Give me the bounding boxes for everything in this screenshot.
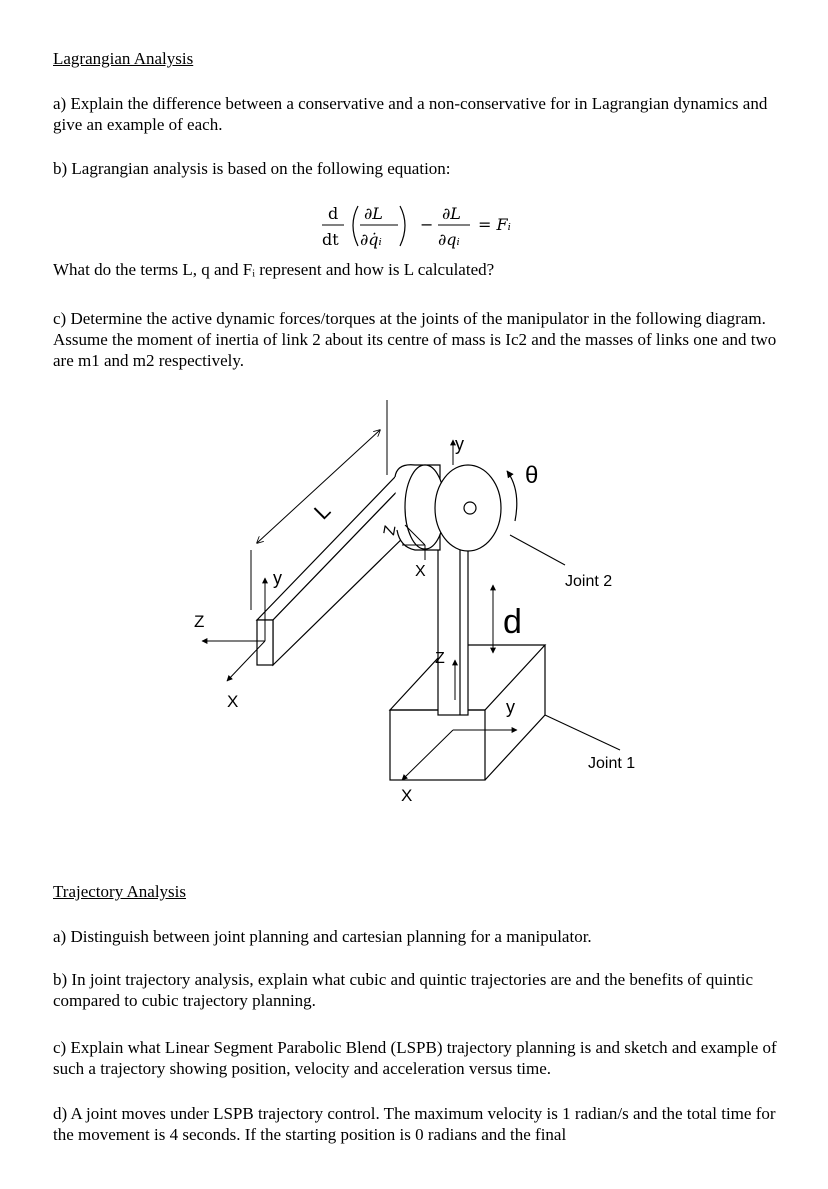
eq-partial-L-2: ∂L	[442, 204, 461, 223]
theta-rotation	[507, 462, 538, 521]
label-d: d	[503, 603, 522, 641]
lagrangian-question-c: c) Determine the active dynamic forces/torques at the joints of the manipulator in the following diagram. Assume the moment of inertia of link 2 about its centre of mass is Ic2 and the masses of links one and two are m1 and m2 respectively.	[53, 309, 777, 370]
label-joint2: Joint 2	[565, 573, 613, 590]
link-frame	[202, 578, 265, 681]
label-col-z: Z	[435, 650, 445, 667]
eq-rhs: = Fᵢ	[478, 215, 511, 234]
trajectory-question-b: b) In joint trajectory analysis, explain what cubic and quintic trajectories are and the benefits of quintic compared to cubic trajectory planning.	[53, 970, 754, 1010]
lagrange-equation	[318, 200, 548, 262]
label-link-y: y	[273, 568, 282, 588]
eq-d: d	[328, 204, 339, 223]
joint2-cylinder	[395, 465, 501, 551]
label-link-z: Z	[194, 612, 205, 631]
label-base-y: y	[506, 697, 515, 717]
label-top-y: y	[455, 434, 464, 454]
label-elbow-z: Z	[381, 524, 400, 537]
eq-minus: −	[420, 215, 434, 234]
label-theta: θ	[525, 462, 539, 489]
trajectory-heading: Trajectory Analysis	[53, 882, 187, 901]
base-frame	[402, 730, 517, 780]
d-displacement	[493, 585, 522, 653]
label-L: L	[308, 497, 336, 525]
lagrangian-heading: Lagrangian Analysis	[53, 49, 194, 68]
lagrangian-question-a: a) Explain the difference between a conservative and a non-conservative for in Lagrangian dynamics and give an example of each.	[53, 94, 768, 134]
manipulator-diagram	[165, 395, 665, 810]
trajectory-question-d: d) A joint moves under LSPB trajectory control. The maximum velocity is 1 radian/s and the total time for the movement is 4 seconds. If the starting position is 0 radians and the final	[53, 1104, 776, 1144]
lagrangian-question-b-terms: What do the terms L, q and Fᵢ represent and how is L calculated?	[53, 260, 495, 279]
label-elbow-x: X	[415, 563, 426, 580]
eq-dt: dt	[322, 230, 339, 249]
label-link-x: X	[227, 692, 239, 711]
trajectory-question-c: c) Explain what Linear Segment Parabolic Blend (LSPB) trajectory planning is and sketch and example of such a trajectory showing position, velocity and acceleration versus time.	[53, 1038, 777, 1078]
label-base-x: X	[401, 786, 413, 805]
eq-partial-qdot: ∂q̇ᵢ	[360, 230, 382, 249]
eq-partial-L-1: ∂L	[364, 204, 383, 223]
label-joint1: Joint 1	[588, 755, 636, 772]
eq-partial-q: ∂qᵢ	[438, 230, 460, 249]
lagrangian-question-b: b) Lagrangian analysis is based on the following equation:	[53, 159, 451, 178]
trajectory-question-a: a) Distinguish between joint planning and cartesian planning for a manipulator.	[53, 927, 592, 946]
